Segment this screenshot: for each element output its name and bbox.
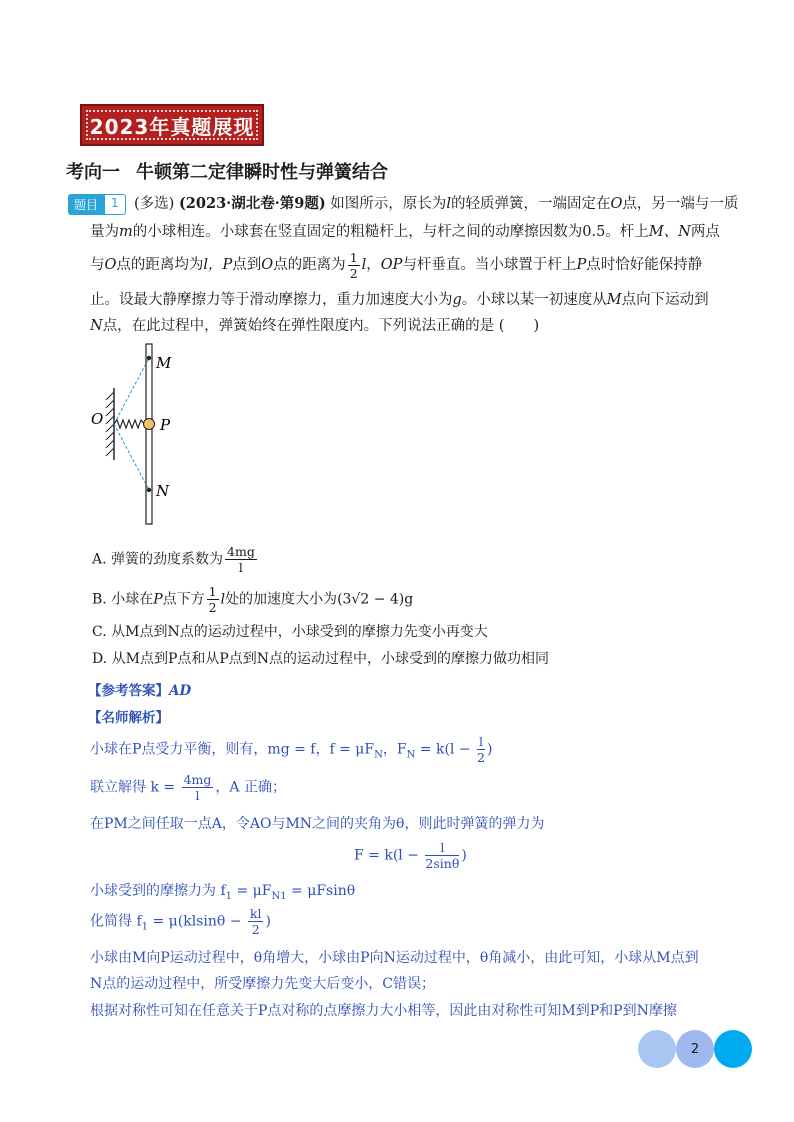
analysis-heading: 【名师解析】: [88, 710, 169, 726]
question-line-2: [90, 222, 730, 242]
wall-hatch: [106, 392, 114, 456]
label-O: O: [91, 410, 104, 428]
analysis-line-9: 根据对称性可知在任意关于P点对称的点摩擦力大小相等，因此由对称性可知M到P和P到N摩擦: [90, 1003, 677, 1019]
question-text: 。小球以某一初速度从: [461, 292, 607, 308]
analysis-line-1: [90, 734, 492, 765]
symbol: M: [606, 292, 622, 308]
question-text: 点向下运动到: [621, 292, 709, 308]
question-line-4: [90, 290, 730, 310]
fraction: [248, 906, 264, 937]
option-text: B. 小球在: [92, 591, 154, 608]
fraction-denominator: 2: [349, 265, 358, 281]
fraction-numerator: 1: [208, 584, 217, 599]
dashed-line-OM: [114, 358, 149, 424]
symbol: g: [452, 292, 462, 308]
fraction-numerator: 1: [349, 249, 358, 265]
question-line-1: [134, 194, 774, 214]
badge-circle-right: [714, 1030, 752, 1068]
label-P: P: [160, 416, 171, 434]
fraction-half: [207, 584, 219, 615]
option-d: D. 从M点到P点和从P点到N点的运动过程中，小球受到的摩擦力做功相同: [92, 651, 550, 667]
ball: [144, 419, 155, 430]
question-text: 点时恰好能保持静: [586, 257, 703, 273]
symbol: N: [90, 318, 103, 334]
section-prefix: 考向一: [66, 162, 120, 183]
fraction-numerator: 4mg: [183, 772, 212, 787]
analysis-text: ，F: [382, 741, 407, 758]
question-tag: [68, 194, 126, 215]
question-source: (2023·湖北卷·第9题): [178, 195, 326, 212]
option-expression: (3√2 − 4)g: [337, 591, 414, 608]
analysis-text: = μF: [232, 883, 272, 899]
fraction-denominator: l: [195, 788, 200, 803]
analysis-text: = k(l −: [415, 741, 476, 758]
option-a: [92, 544, 259, 575]
question-text: 量为: [90, 224, 119, 240]
question-text: 与: [90, 257, 105, 273]
question-text: 两点: [690, 224, 720, 240]
question-text: 如图所示，原长为: [325, 196, 447, 212]
page-number-badge: [638, 1030, 752, 1068]
question-text: 与杆垂直。当小球置于杆上: [402, 257, 577, 273]
label-M: M: [156, 354, 172, 372]
question-text: ，: [366, 257, 381, 273]
symbol: P: [222, 257, 233, 273]
question-text: 点的距离均为: [116, 257, 204, 273]
fraction-numerator: l: [479, 734, 484, 749]
analysis-line-4: [354, 840, 467, 871]
spring-rod-diagram: [88, 340, 198, 530]
fraction-half: [348, 250, 360, 281]
question-text: 点，另一端与一质: [622, 196, 739, 212]
question-tag-label: 题目: [68, 194, 104, 215]
analysis-line-2: [90, 772, 286, 803]
section-title: [66, 158, 388, 184]
point-N: [147, 488, 151, 492]
subscript: 1: [225, 890, 233, 902]
analysis-text: ，A 正确；: [215, 779, 286, 796]
fraction-denominator: l: [238, 560, 243, 575]
fraction: [225, 544, 257, 575]
fraction-denominator: 2sinθ: [425, 856, 460, 871]
symbol: O: [610, 196, 623, 212]
symbol: O: [104, 257, 117, 273]
analysis-text: 小球在P点受力平衡，则有，mg = f，f = μF: [90, 741, 375, 758]
question-tag-number: 1: [104, 194, 126, 215]
question-text: 点的距离为: [273, 257, 346, 273]
point-M: [147, 356, 151, 360]
symbol: OP: [380, 257, 403, 273]
banner-text: 2023年真题展现: [89, 114, 255, 139]
analysis-line-3: 在PM之间任取一点A，令AO与MN之间的夹角为θ，则此时弹簧的弹力为: [90, 816, 545, 832]
symbol: O: [261, 257, 274, 273]
vertical-rod: [146, 344, 152, 524]
question-line-3: [90, 248, 730, 282]
symbol: M、N: [648, 224, 691, 240]
analysis-line-7: 小球由M向P运动过程中，θ角增大，小球由P向N运动过程中，θ角减小，由此可知，小球从M点到: [90, 950, 699, 966]
analysis-text: ): [461, 847, 467, 864]
fraction-denominator: 2: [208, 600, 217, 615]
section-title-text: 牛顿第二定律瞬时性与弹簧结合: [136, 162, 388, 183]
symbol: P: [153, 591, 163, 608]
analysis-text: 联立解得 k =: [90, 779, 180, 796]
title-banner: [80, 104, 264, 146]
subscript: N: [406, 749, 416, 761]
subscript: N: [374, 749, 383, 761]
symbol: l: [361, 257, 367, 273]
analysis-line-8: N点的运动过程中，所受摩擦力先变大后变小，C错误；: [90, 976, 435, 992]
fraction: [477, 734, 485, 765]
label-N: N: [156, 482, 170, 500]
question-text: 点，在此过程中，弹簧始终在弹性限度内。下列说法正确的是 ( ): [102, 318, 540, 334]
analysis-line-5: [90, 880, 355, 902]
analysis-line-6: [90, 906, 271, 937]
question-text: 止。设最大静摩擦力等于滑动摩擦力，重力加速度大小为: [90, 292, 453, 308]
symbol: l: [446, 196, 451, 212]
analysis-text: ): [487, 741, 493, 758]
question-text: 点到: [232, 257, 262, 273]
spring: [114, 420, 144, 428]
symbol: P: [576, 257, 587, 273]
analysis-text: ): [265, 913, 271, 930]
option-text: 点下方: [162, 591, 205, 608]
symbol: l: [220, 591, 226, 608]
analysis-text: = μFsinθ: [286, 883, 356, 899]
fraction-denominator: 2: [251, 922, 260, 937]
fraction-numerator: 4mg: [227, 544, 255, 559]
answer-heading: 【参考答案】: [88, 683, 169, 699]
fraction: [425, 840, 459, 871]
page-number: 2: [676, 1030, 714, 1068]
question-line-5: [90, 316, 730, 336]
question-text: 的小球相连。小球套在竖直固定的粗糙杆上，与杆之间的动摩擦因数为0.5。杆上: [132, 224, 649, 240]
analysis-text: = μ(klsinθ −: [148, 913, 246, 930]
analysis-text: F = k(l −: [354, 847, 424, 864]
analysis-text: 小球受到的摩擦力为 f: [90, 883, 226, 899]
analysis-text: 化简得 f: [90, 913, 142, 930]
fraction-numerator: l: [425, 840, 459, 856]
question-text: (多选): [134, 196, 179, 212]
fraction: [182, 772, 214, 803]
answer-line: [88, 679, 191, 699]
question-text: 的轻质弹簧，一端固定在: [450, 196, 611, 212]
symbol: l，: [203, 257, 223, 273]
option-c: C. 从M点到N点的运动过程中，小球受到的摩擦力先变小再变大: [92, 624, 488, 640]
fraction-numerator: kl: [249, 906, 262, 921]
fraction-denominator: 2: [477, 750, 485, 765]
dashed-line-ON: [114, 424, 149, 490]
option-text: A. 弹簧的劲度系数为: [92, 551, 224, 568]
badge-circle-left: [638, 1030, 676, 1068]
symbol: m: [119, 224, 133, 240]
answer-value: AD: [169, 683, 192, 699]
option-b: [92, 584, 413, 615]
option-text: 处的加速度大小为: [225, 591, 338, 608]
subscript: N1: [271, 890, 287, 902]
subscript: 1: [141, 921, 149, 933]
